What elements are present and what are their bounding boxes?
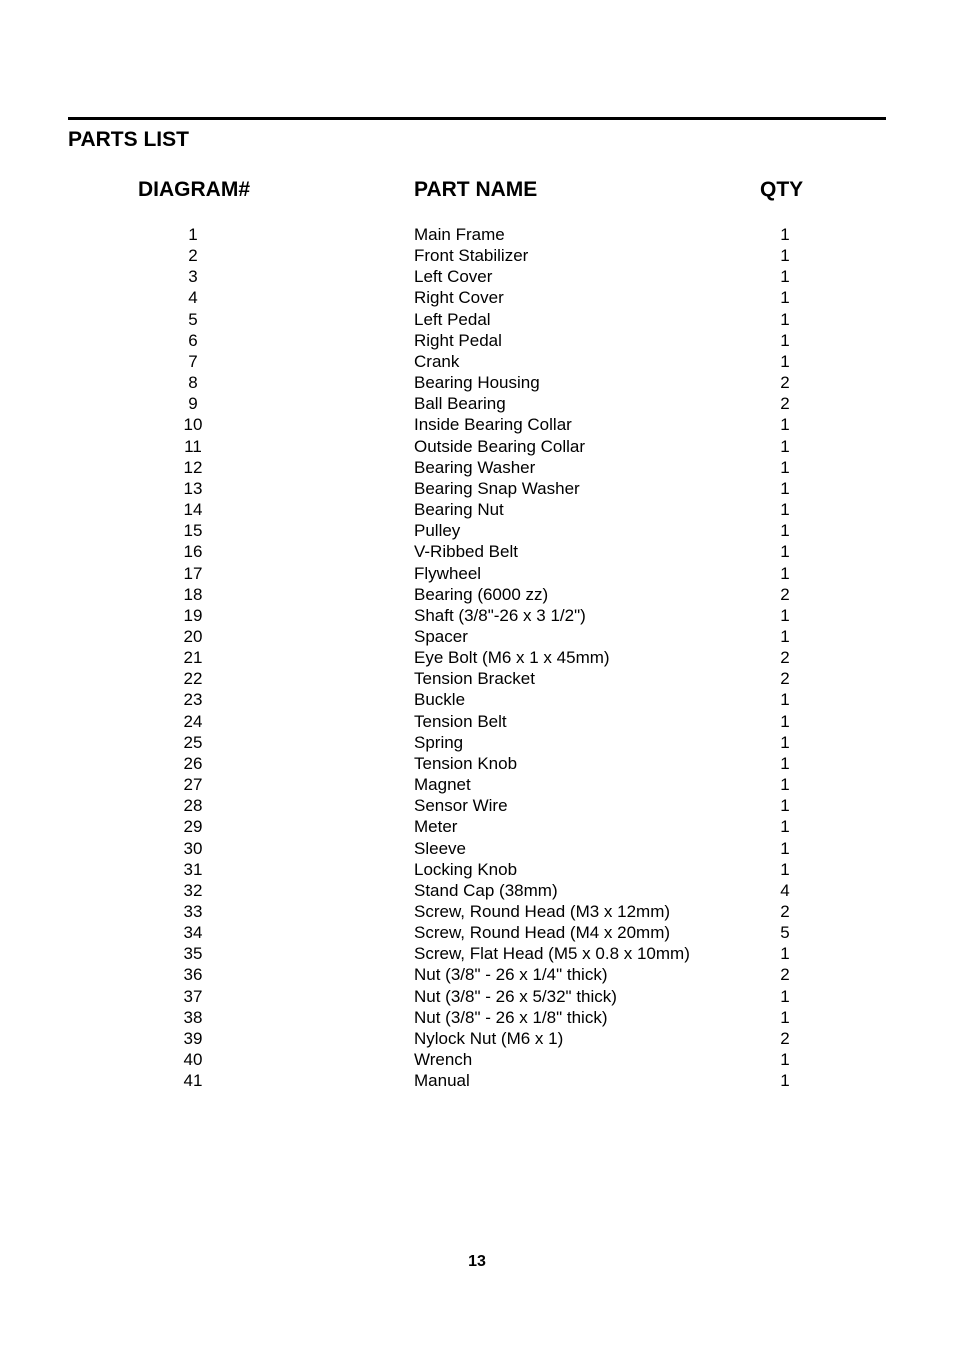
table-row [0, 224, 954, 245]
column-header-qty: QTY [760, 178, 804, 201]
part-qty: 1 [780, 436, 790, 456]
part-name: V-Ribbed Belt [414, 542, 518, 562]
part-qty: 1 [780, 626, 790, 646]
part-name: Screw, Flat Head (M5 x 0.8 x 10mm) [414, 944, 690, 964]
diagram-number: 2 [188, 246, 198, 266]
part-qty: 1 [780, 838, 790, 858]
diagram-number: 4 [188, 288, 198, 308]
table-row [0, 605, 954, 626]
diagram-number: 35 [183, 944, 203, 964]
diagram-number: 24 [183, 711, 203, 731]
part-qty: 1 [780, 246, 790, 266]
table-row [0, 795, 954, 816]
table-row [0, 1070, 954, 1091]
table-row [0, 372, 954, 393]
table-row [0, 838, 954, 859]
diagram-number: 20 [183, 626, 203, 646]
part-name: Sleeve [414, 838, 466, 858]
part-name: Spacer [414, 626, 468, 646]
part-qty: 2 [780, 965, 790, 985]
parts-table [0, 224, 954, 1091]
diagram-number: 19 [183, 605, 203, 625]
part-qty: 2 [780, 648, 790, 668]
table-row [0, 1007, 954, 1028]
part-name: Nut (3/8" - 26 x 1/4" thick) [414, 965, 608, 985]
table-row [0, 986, 954, 1007]
part-name: Nut (3/8" - 26 x 5/32" thick) [414, 986, 617, 1006]
table-row [0, 689, 954, 710]
table-row [0, 816, 954, 837]
diagram-number: 6 [188, 330, 198, 350]
part-qty: 1 [780, 1050, 790, 1070]
diagram-number: 37 [183, 986, 203, 1006]
part-name: Left Pedal [414, 309, 491, 329]
part-qty: 1 [780, 711, 790, 731]
diagram-number: 28 [183, 796, 203, 816]
part-qty: 2 [780, 373, 790, 393]
table-row [0, 668, 954, 689]
diagram-number: 39 [183, 1028, 203, 1048]
diagram-number: 8 [188, 373, 198, 393]
part-name: Manual [414, 1071, 470, 1091]
part-name: Screw, Round Head (M4 x 20mm) [414, 923, 671, 943]
diagram-number: 40 [183, 1050, 203, 1070]
part-qty: 1 [780, 457, 790, 477]
diagram-number: 14 [183, 500, 203, 520]
part-name: Ball Bearing [414, 394, 506, 414]
part-name: Outside Bearing Collar [414, 436, 586, 456]
diagram-number: 18 [183, 584, 203, 604]
table-row [0, 774, 954, 795]
table-row [0, 330, 954, 351]
table-row [0, 753, 954, 774]
diagram-number: 26 [183, 753, 203, 773]
part-name: Bearing Nut [414, 500, 504, 520]
table-row [0, 880, 954, 901]
part-qty: 1 [780, 605, 790, 625]
part-qty: 1 [780, 415, 790, 435]
part-qty: 1 [780, 817, 790, 837]
part-qty: 1 [780, 521, 790, 541]
part-name: Bearing (6000 zz) [414, 584, 549, 604]
part-name: Pulley [414, 521, 461, 541]
part-name: Screw, Round Head (M3 x 12mm) [414, 902, 671, 921]
diagram-number: 11 [184, 436, 202, 456]
part-name: Shaft (3/8"-26 x 3 1/2") [414, 605, 586, 625]
part-qty: 4 [780, 880, 790, 900]
part-qty: 1 [780, 563, 790, 583]
table-row [0, 414, 954, 435]
diagram-number: 30 [183, 838, 203, 858]
part-name: Tension Knob [414, 753, 518, 773]
part-name: Nylock Nut (M6 x 1) [414, 1028, 564, 1048]
table-row [0, 499, 954, 520]
diagram-number: 3 [188, 267, 198, 287]
diagram-number: 41 [183, 1071, 203, 1091]
diagram-number: 27 [183, 775, 203, 795]
part-name: Right Cover [414, 288, 504, 308]
table-row [0, 584, 954, 605]
part-qty: 1 [780, 775, 790, 795]
part-qty: 2 [780, 584, 790, 604]
table-row [0, 1028, 954, 1049]
diagram-number: 7 [188, 351, 198, 371]
part-qty: 2 [780, 394, 790, 414]
diagram-number: 22 [183, 669, 203, 689]
diagram-number: 1 [188, 225, 198, 244]
diagram-number: 29 [183, 817, 203, 837]
diagram-number: 9 [188, 394, 198, 414]
table-row [0, 647, 954, 668]
diagram-number: 32 [183, 880, 203, 900]
part-name: Inside Bearing Collar [414, 415, 572, 435]
diagram-number: 15 [183, 521, 203, 541]
part-name: Bearing Washer [414, 457, 536, 477]
part-name: Crank [414, 351, 460, 371]
table-row [0, 287, 954, 308]
diagram-number: 12 [183, 457, 203, 477]
part-qty: 1 [780, 500, 790, 520]
table-row [0, 478, 954, 499]
diagram-number: 33 [183, 902, 203, 921]
table-row [0, 351, 954, 372]
part-qty: 1 [780, 690, 790, 710]
column-header-part-name: PART NAME [414, 178, 538, 201]
top-rule [68, 117, 886, 120]
part-name: Spring [414, 732, 464, 752]
table-row [0, 309, 954, 330]
page-title: PARTS LIST [68, 128, 189, 151]
column-header-diagram: DIAGRAM# [138, 178, 251, 201]
part-qty: 1 [780, 330, 790, 350]
part-qty: 1 [780, 351, 790, 371]
table-row [0, 457, 954, 478]
part-qty: 1 [780, 309, 790, 329]
part-name: Bearing Snap Washer [414, 478, 580, 498]
diagram-number: 25 [183, 732, 203, 752]
table-row [0, 711, 954, 732]
table-row [0, 541, 954, 562]
part-qty: 1 [780, 753, 790, 773]
table-row [0, 1049, 954, 1070]
table-row [0, 266, 954, 287]
table-row [0, 245, 954, 266]
part-qty: 1 [780, 944, 790, 964]
part-qty: 1 [780, 796, 790, 816]
part-qty: 2 [780, 902, 790, 921]
part-name: Main Frame [414, 225, 505, 244]
part-qty: 1 [780, 732, 790, 752]
table-row [0, 393, 954, 414]
diagram-number: 23 [183, 690, 203, 710]
part-name: Front Stabilizer [414, 246, 529, 266]
diagram-number: 31 [183, 859, 203, 879]
diagram-number: 17 [183, 563, 203, 583]
part-name: Eye Bolt (M6 x 1 x 45mm) [414, 648, 610, 668]
part-qty: 5 [780, 923, 790, 943]
diagram-number: 16 [183, 542, 203, 562]
table-row [0, 922, 954, 943]
part-qty: 1 [780, 288, 790, 308]
part-qty: 1 [780, 986, 790, 1006]
diagram-number: 21 [183, 648, 203, 668]
part-qty: 2 [780, 1028, 790, 1048]
diagram-number: 34 [183, 923, 203, 943]
part-name: Flywheel [414, 563, 482, 583]
part-name: Wrench [414, 1050, 473, 1070]
diagram-number: 5 [188, 309, 198, 329]
diagram-number: 10 [183, 415, 203, 435]
part-qty: 1 [780, 225, 790, 244]
table-row [0, 626, 954, 647]
table-row [0, 436, 954, 457]
part-name: Meter [414, 817, 458, 837]
table-row [0, 520, 954, 541]
part-name: Tension Belt [414, 711, 507, 731]
diagram-number: 38 [183, 1007, 203, 1027]
part-name: Stand Cap (38mm) [414, 880, 558, 900]
part-qty: 1 [780, 267, 790, 287]
table-row [0, 859, 954, 880]
table-row [0, 563, 954, 584]
table-row [0, 964, 954, 985]
part-qty: 1 [780, 1007, 790, 1027]
part-name: Left Cover [414, 267, 493, 287]
part-name: Magnet [414, 775, 471, 795]
part-qty: 2 [780, 669, 790, 689]
part-name: Right Pedal [414, 330, 502, 350]
part-name: Buckle [414, 690, 466, 710]
diagram-number: 36 [183, 965, 203, 985]
part-qty: 1 [780, 859, 790, 879]
part-name: Sensor Wire [414, 796, 508, 816]
table-row [0, 943, 954, 964]
part-name: Bearing Housing [414, 373, 540, 393]
diagram-number: 13 [183, 478, 203, 498]
part-name: Locking Knob [414, 859, 518, 879]
table-row [0, 901, 954, 922]
page-number: 13 [468, 1253, 486, 1270]
part-qty: 1 [780, 478, 790, 498]
table-row [0, 732, 954, 753]
part-qty: 1 [780, 542, 790, 562]
part-name: Nut (3/8" - 26 x 1/8" thick) [414, 1007, 608, 1027]
part-qty: 1 [780, 1071, 790, 1091]
part-name: Tension Bracket [414, 669, 535, 689]
